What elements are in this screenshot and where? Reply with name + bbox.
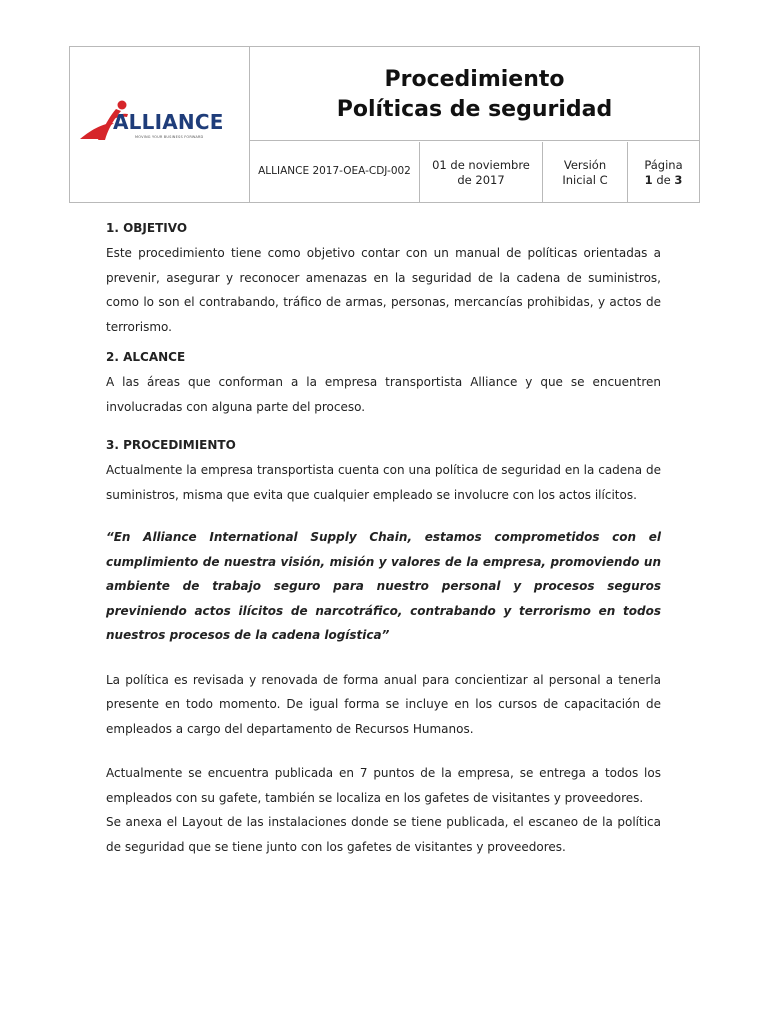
- document-version: [543, 142, 628, 202]
- document-date: [420, 142, 543, 202]
- page-total: 3: [674, 173, 683, 187]
- date-line-1: 01 de noviembre: [432, 158, 530, 172]
- section-text: Actualmente la empresa transportista cuenta con una política de seguridad en la cadena de suministros, misma que evita que cualquier empleado se involucre con los actos ilícitos.: [106, 463, 661, 502]
- title-line-2: Políticas de seguridad: [336, 97, 613, 122]
- date-line-2: de 2017: [457, 173, 505, 187]
- alliance-logo: [78, 99, 243, 149]
- section-text: A las áreas que conforman a la empresa transportista Alliance y que se encuentren involucradas con alguna parte del proceso.: [106, 375, 661, 414]
- document-header: [69, 46, 700, 203]
- policy-quote: “En Alliance International Supply Chain, estamos comprometidos con el cumplimiento de nuestra visión, misión y valores de la empresa, promoviendo un ambiente de trabajo seguro para nuestro personal y procesos seguros previniendo actos ilícitos de narcotráfico, contrabando y terrorismo en todos nuestros procesos de la cadena logística”: [106, 530, 661, 642]
- page-label: Página: [644, 158, 683, 172]
- page-number: [628, 142, 699, 202]
- version-line-2: Inicial C: [562, 173, 608, 187]
- section-alcance: [106, 349, 661, 419]
- document-code: [250, 142, 420, 202]
- paragraph-review: La política es revisada y renovada de forma anual para concientizar al personal a tenerla presente en todo momento. De igual forma se incluye en los cursos de capacitación de empleados a cargo del departamento de Recursos Humanos.: [106, 672, 661, 736]
- section-objetivo: [106, 220, 661, 339]
- section-heading: 1. OBJETIVO: [106, 221, 188, 235]
- logo-cell: [70, 47, 250, 202]
- title-line-1: Procedimiento: [384, 67, 565, 92]
- document-title: [250, 47, 699, 141]
- section-heading: 2. ALCANCE: [106, 350, 186, 364]
- logo-text: ALLIANCE: [113, 110, 224, 134]
- section-text: Este procedimiento tiene como objetivo contar con un manual de políticas orientadas a prevenir, asegurar y reconocer amenazas en la seguridad de la cadena de suministros, como lo son el contrabando, tráfico de armas, personas, mercancías prohibidas, y actos de terrorismo.: [106, 246, 661, 334]
- document-body: [106, 220, 661, 859]
- logo-tagline: MOVING YOUR BUSINESS FORWARD: [135, 135, 204, 139]
- page-current: 1: [644, 173, 653, 187]
- document-code-text: ALLIANCE 2017-OEA-CDJ-002: [258, 165, 411, 177]
- version-line-1: Versión: [563, 158, 607, 172]
- meta-row: [250, 142, 699, 202]
- paragraph-published: Actualmente se encuentra publicada en 7 puntos de la empresa, se entrega a todos los empleados con su gafete, también se localiza en los gafetes de visitantes y proveedores.: [106, 766, 661, 805]
- page-count: [628, 173, 699, 188]
- page-of: de: [656, 173, 671, 187]
- section-procedimiento: [106, 437, 661, 507]
- paragraph-annex: Se anexa el Layout de las instalaciones donde se tiene publicada, el escaneo de la política de seguridad que se tiene junto con los gafetes de visitantes y proveedores.: [106, 815, 661, 854]
- section-heading: 3. PROCEDIMIENTO: [106, 438, 236, 452]
